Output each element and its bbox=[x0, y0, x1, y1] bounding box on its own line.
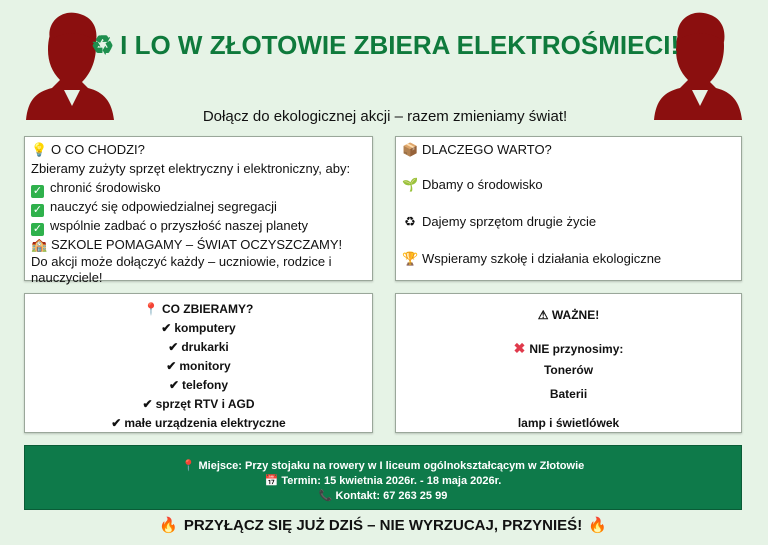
call-to-action: 🔥 PRZYŁĄCZ SIĘ JUŻ DZIŚ – NIE WYRZUCAJ, PRZYNIEŚ! 🔥 bbox=[159, 517, 607, 534]
collect-item: ✔ komputery bbox=[161, 321, 236, 335]
goal-item: ✓ wspólnie zadbać o przyszłość naszej planety bbox=[32, 218, 308, 235]
pushpin-icon: 📍 bbox=[143, 302, 159, 316]
trophy-icon: 🏆 bbox=[402, 251, 419, 266]
goal-item: ✓ chronić środowisko bbox=[32, 180, 161, 197]
goal-item: ✓ nauczyć się odpowiedzialnej segregacji bbox=[32, 199, 277, 216]
recycle-icon: ♻ bbox=[404, 214, 416, 229]
why-heading: 📦 DLACZEGO WARTO? bbox=[402, 142, 552, 157]
phone-icon: 📞 bbox=[318, 490, 333, 502]
reason-item: ♻ Dajemy sprzętom drugie życie bbox=[402, 212, 735, 231]
check-mark-icon: ✔ bbox=[166, 359, 177, 373]
cross-mark-icon: ✖ bbox=[513, 340, 526, 356]
collect-item: ✔ małe urządzenia elektryczne bbox=[111, 416, 286, 430]
check-box-icon: ✓ bbox=[32, 223, 43, 235]
place-line: 📍 Miejsce: Przy stojaku na rowery w I liceum ogólnokształcącym w Złotowie bbox=[181, 460, 585, 472]
about-panel bbox=[24, 136, 373, 285]
school-icon: 🏫 bbox=[31, 237, 48, 252]
collect-item: ✔ telefony bbox=[168, 378, 229, 392]
collect-heading: 📍 CO ZBIERAMY? bbox=[143, 302, 254, 316]
reason-item: 🏆 Wspieramy szkołę i działania ekologiczne bbox=[402, 251, 662, 266]
check-mark-icon: ✔ bbox=[161, 321, 172, 335]
pushpin-icon: 📍 bbox=[181, 460, 196, 472]
page-subtitle: Dołącz do ekologicznej akcji – razem zmieniamy świat! bbox=[202, 108, 568, 125]
not-accepted-label: ✖ NIE przynosimy: bbox=[513, 340, 624, 356]
about-heading: 💡 O CO CHODZI? bbox=[31, 142, 145, 157]
about-intro: Zbieramy zużyty sprzęt elektryczny i elektroniczny, aby: bbox=[31, 161, 351, 176]
important-panel bbox=[395, 293, 742, 433]
not-accepted-item: Baterii bbox=[549, 387, 588, 401]
calendar-icon: 📅 bbox=[264, 475, 279, 487]
portrait-right-icon bbox=[654, 10, 742, 120]
sprout-icon: 🌱 bbox=[402, 177, 419, 192]
not-accepted-item: lamp i świetlówek bbox=[517, 416, 620, 430]
check-mark-icon: ✔ bbox=[142, 397, 153, 411]
collect-item: ✔ monitory bbox=[166, 359, 231, 373]
check-mark-icon: ✔ bbox=[111, 416, 122, 430]
portrait-left-icon bbox=[26, 10, 114, 120]
info-panel bbox=[24, 445, 742, 510]
fire-icon: 🔥 bbox=[159, 517, 178, 534]
reason-item: 🌱 Dbamy o środowisko bbox=[402, 177, 543, 192]
light-bulb-icon: 💡 bbox=[31, 142, 48, 157]
collect-item: ✔ drukarki bbox=[168, 340, 229, 354]
fire-icon: 🔥 bbox=[588, 517, 607, 534]
warning-icon: ⚠ bbox=[537, 308, 549, 322]
check-box-icon: ✓ bbox=[32, 204, 43, 216]
collect-item: ✔ sprzęt RTV i AGD bbox=[142, 397, 255, 411]
recycle-icon: ♻ bbox=[90, 30, 115, 60]
about-invite: Do akcji może dołączyć każdy – uczniowie, rodzice i nauczyciele! bbox=[31, 254, 332, 285]
page-title: ♻ I LO W ZŁOTOWIE ZBIERA ELEKTROŚMIECI! bbox=[90, 30, 680, 60]
about-motto: 🏫 SZKOLE POMAGAMY – ŚWIAT OCZYSZCZAMY! bbox=[31, 237, 343, 252]
why-panel bbox=[395, 136, 742, 281]
check-mark-icon: ✔ bbox=[168, 378, 180, 392]
date-line: 📅 Termin: 15 kwietnia 2026r. - 18 maja 2026r. bbox=[264, 475, 502, 487]
package-icon: 📦 bbox=[402, 142, 419, 157]
check-box-icon: ✓ bbox=[32, 185, 43, 197]
check-mark-icon: ✔ bbox=[168, 340, 179, 354]
important-heading: ⚠ WAŻNE! bbox=[537, 308, 600, 322]
contact-line: 📞 Kontakt: 67 263 25 99 bbox=[318, 490, 448, 502]
not-accepted-item: Tonerów bbox=[543, 363, 594, 377]
collect-panel bbox=[24, 293, 373, 433]
